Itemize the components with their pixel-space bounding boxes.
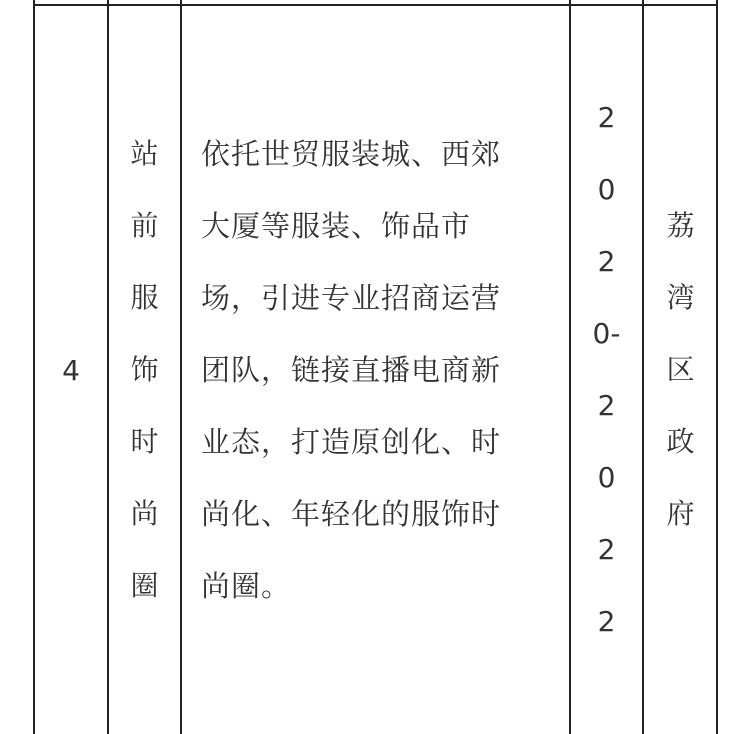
row-number-cell bbox=[35, 6, 107, 734]
project-content: 依托世贸服装城、西郊大厦等服装、饰品市场，引进专业招商运营团队，链接直播电商新业态，打造原创化、时尚化、年轻化的服饰时尚圈。 bbox=[201, 137, 502, 603]
project-title-cell bbox=[109, 6, 180, 734]
responsible-unit: 荔湾区政府 bbox=[666, 209, 695, 530]
project-time: 2020-2022 bbox=[592, 101, 621, 638]
project-time-cell bbox=[571, 6, 642, 734]
project-title: 站前服饰时尚圈 bbox=[130, 137, 159, 602]
row-number: 4 bbox=[62, 353, 80, 387]
project-content-cell bbox=[182, 6, 569, 734]
responsible-unit-cell bbox=[644, 6, 717, 734]
